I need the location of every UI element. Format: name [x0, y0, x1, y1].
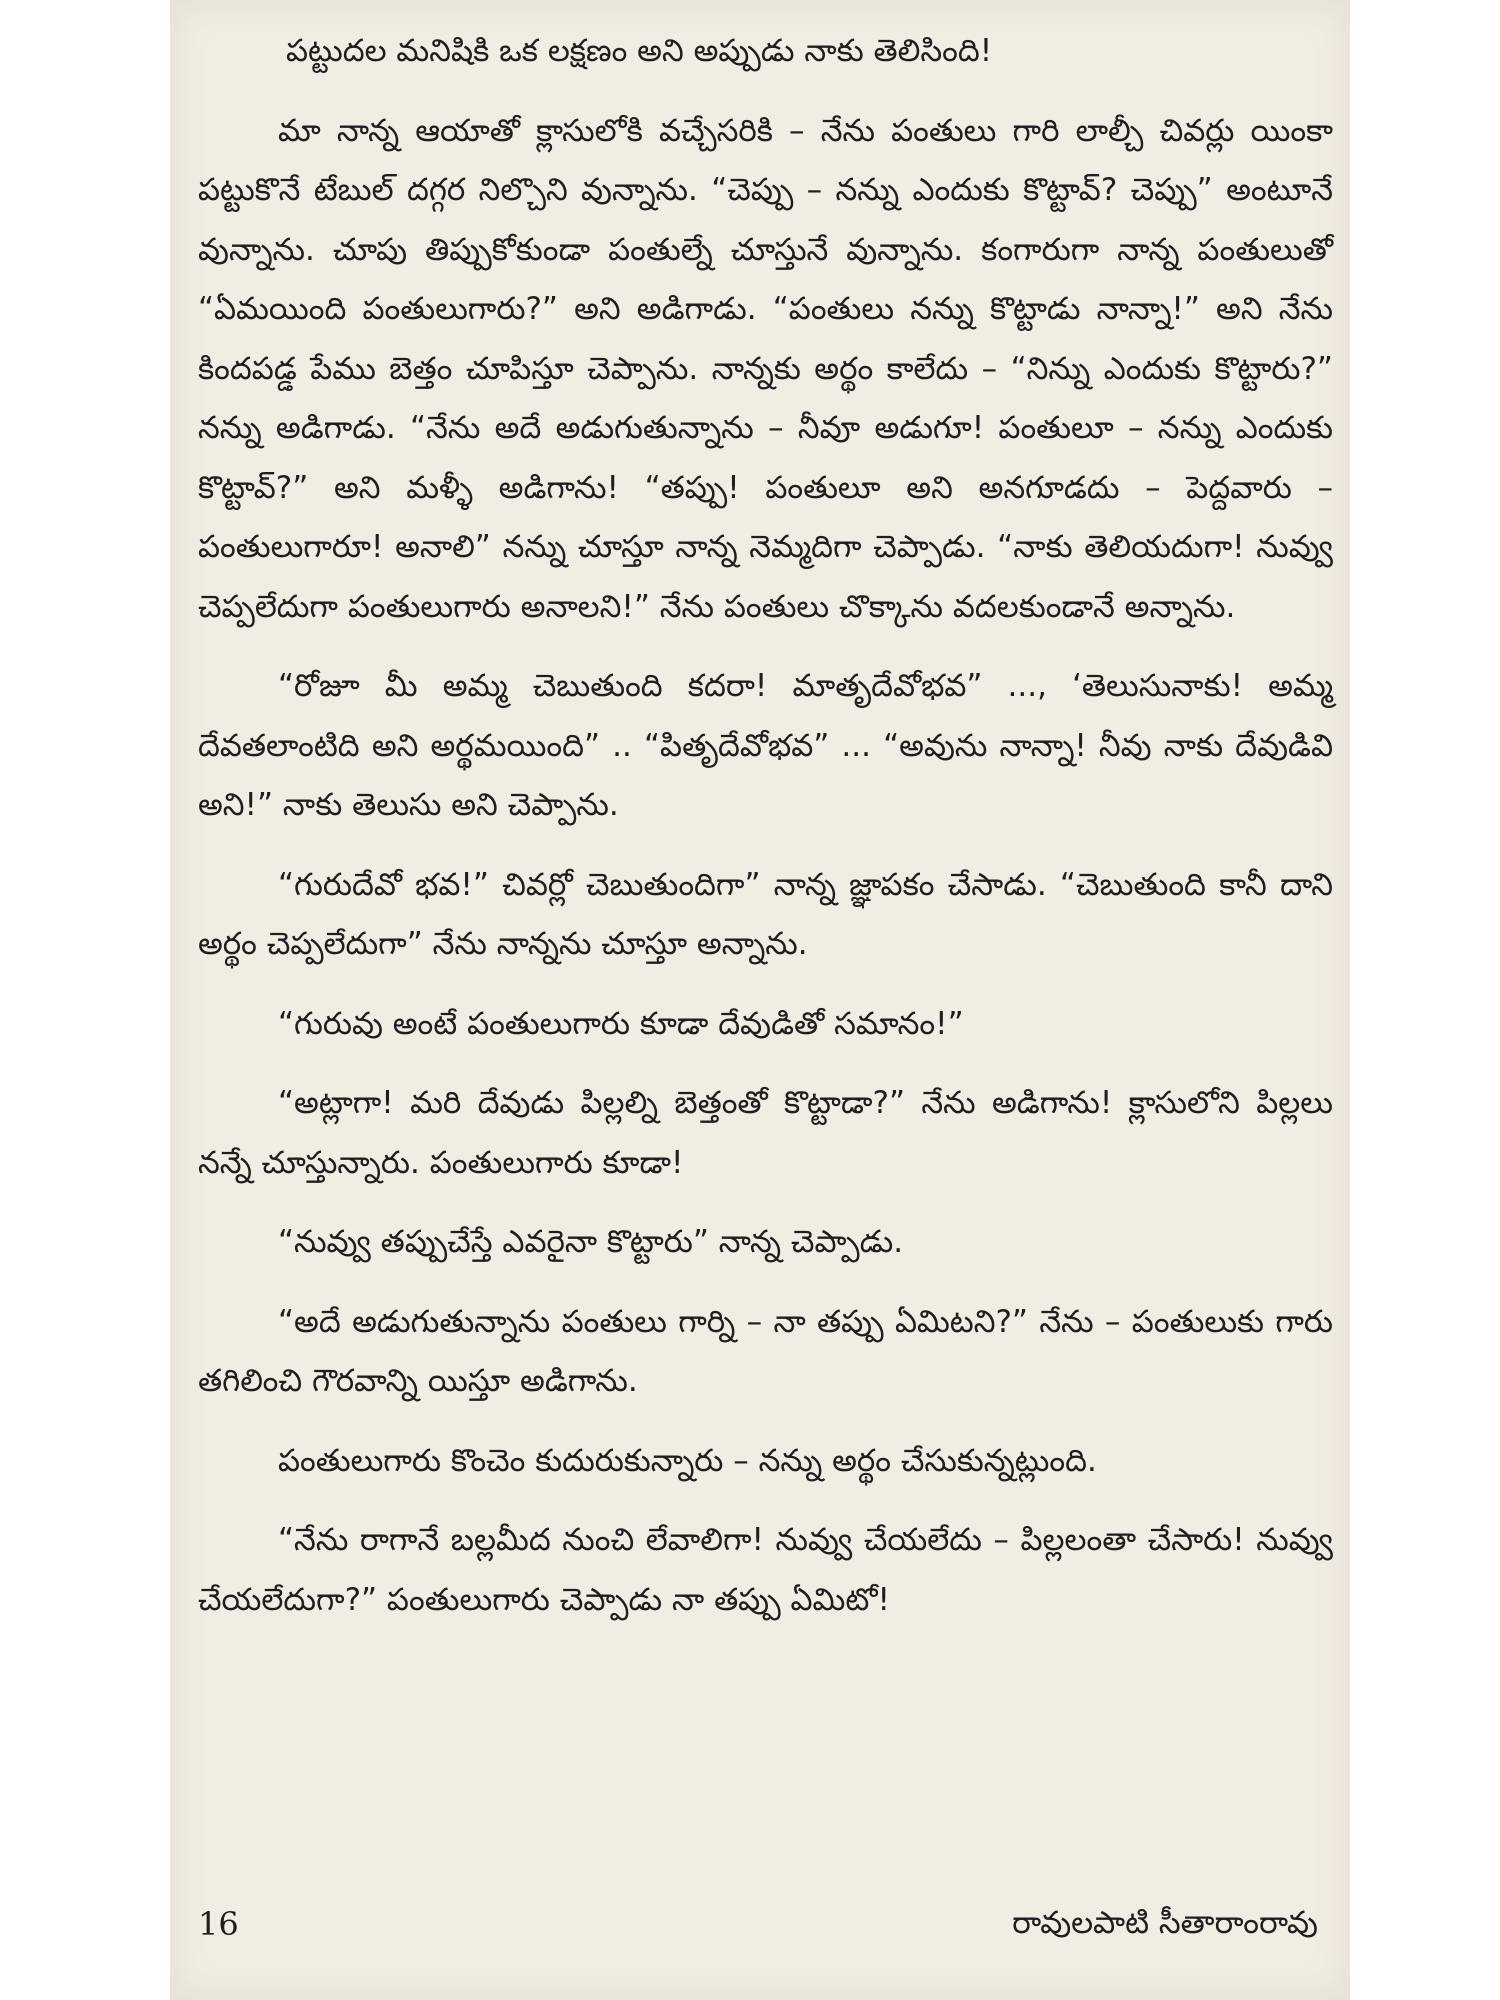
paragraph: “గురుదేవో భవ!” చివర్లో చెబుతుందిగా” నాన్న జ్ఞాపకం చేసాడు. “చెబుతుంది కానీ దాని అర్థం చెప్పలేదుగా” నేను నాన్నను చూస్తూ అన్నాను. — [198, 866, 1333, 962]
page-footer — [198, 1905, 1318, 1955]
paragraph: “అదే అడుగుతున్నాను పంతులు గార్ని – నా తప్పు ఏమిటని?” నేను – పంతులుకు గారు తగిలించి గౌరవాన్ని యిస్తూ అడిగాను. — [198, 1303, 1333, 1399]
paragraph: “గురువు అంటే పంతులుగారు కూడా దేవుడితో సమానం!” — [278, 1005, 964, 1042]
page-number: 16 — [198, 1905, 239, 1943]
paragraph: “అట్లాగా! మరి దేవుడు పిల్లల్ని బెత్తంతో కొట్టాడా?” నేను అడిగాను! క్లాసులోని పిల్లలు నన్నే చూస్తున్నారు. పంతులుగారు కూడా! — [198, 1085, 1333, 1181]
paragraph: “నేను రాగానే బల్లమీద నుంచి లేవాలిగా! నువ్వు చేయలేదు – పిల్లలంతా చేసారు! నువ్వు చేయలేదుగా?” పంతులుగారు చెప్పాడు నా తప్పు ఏమిటో! — [198, 1522, 1333, 1618]
page-text — [198, 22, 1333, 1650]
paragraph: పంతులుగారు కొంచెం కుదురుకున్నారు – నన్ను అర్థం చేసుకున్నట్లుంది. — [278, 1442, 1097, 1479]
paragraph: “నువ్వు తప్పుచేస్తే ఎవరైనా కొట్టారు” నాన్న చెప్పాడు. — [278, 1224, 904, 1260]
author-name: రావులపాటి సీతారాంరావు — [1012, 1905, 1318, 1941]
paragraph: మా నాన్న ఆయాతో క్లాసులోకి వచ్చేసరికి – నేను పంతులు గారి లాల్చీ చివర్లు యింకా పట్టుకొనే టేబుల్ దగ్గర నిల్చొని వున్నాను. “చెప్పు – నన్ను ఎందుకు కొట్టావ్? చెప్పు” అంటూనే వున్నాను. చూపు తిప్పుకోకుండా పంతుల్నే చూస్తునే వున్నాను. కంగారుగా నాన్న పంతులుతో “ఏమయింది పంతులుగారు?” అని అడిగాడు. “పంతులు నన్ను కొట్టాడు నాన్నా!” అని నేను కిందపడ్డ పేము బెత్తం చూపిస్తూ చెప్పాను. నాన్నకు అర్థం కాలేదు – “నిన్ను ఎందుకు కొట్టారు?” నన్ను అడిగాడు. “నేను అదే అడుగుతున్నాను – నీవూ అడుగూ! పంతులూ – నన్ను ఎందుకు కొట్టావ్?” అని మళ్ళీ అడిగాను! “తప్పు! పంతులూ అని అనగూడదు – పెద్దవారు – పంతులుగారూ! అనాలి” నన్ను చూస్తూ నాన్న నెమ్మదిగా చెప్పాడు. “నాకు తెలియదుగా! నువ్వు చెప్పలేదుగా పంతులుగారు అనాలని!” నేను పంతులు చొక్కాను వదలకుండానే అన్నాను. — [198, 112, 1333, 625]
paragraph: “రోజూ మీ అమ్మ చెబుతుంది కదరా! మాతృదేవోభవ” ..., ‘తెలుసునాకు! అమ్మ దేవతలాంటిది అని అర్థమయింది” .. “పితృదేవోభవ” ... “అవును నాన్నా! నీవు నాకు దేవుడివి అని!” నాకు తెలుసు అని చెప్పాను. — [198, 668, 1333, 823]
paragraph: పట్టుదల మనిషికి ఒక లక్షణం అని అప్పుడు నాకు తెలిసింది! — [286, 33, 993, 69]
